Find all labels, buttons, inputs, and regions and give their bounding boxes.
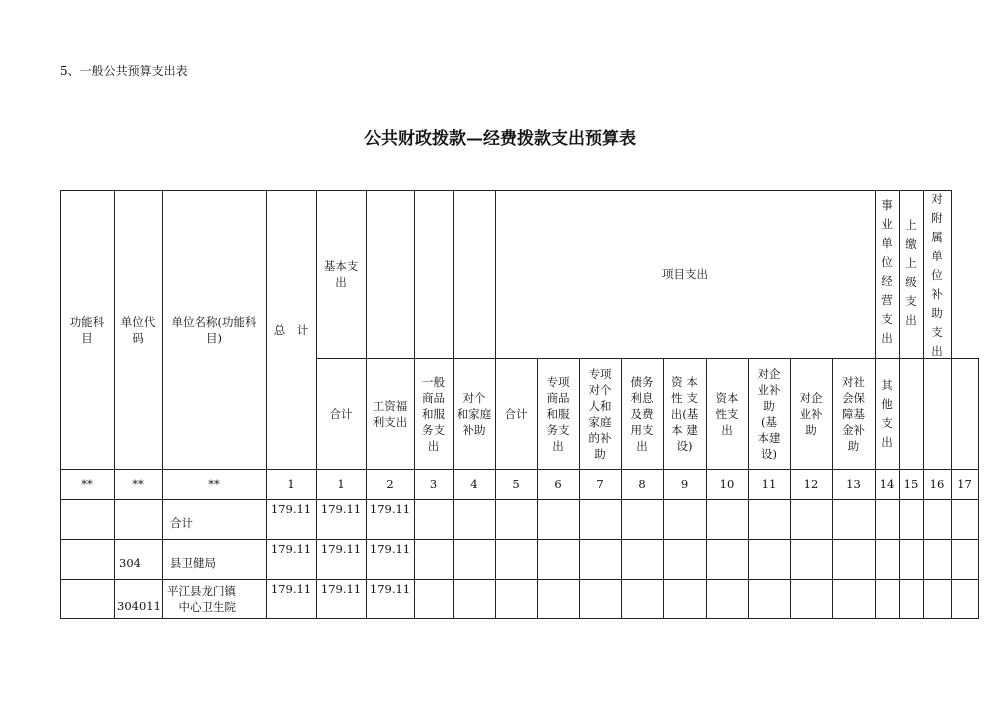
index-cell: 13: [846, 477, 861, 491]
header-unit-name: 单位名称(功能科 目): [171, 314, 257, 345]
header-enterprise-subsidy: 对企 业补 助: [799, 390, 823, 437]
table-border: [875, 190, 876, 619]
index-cell: 6: [554, 477, 562, 491]
header-social-security-subsidy: 对社 会保 障基 金补 助: [842, 374, 865, 453]
table-row-total: 179.11: [270, 542, 312, 556]
header-household-subsidy: 对个 和家庭 补助: [456, 390, 492, 437]
table-border: [60, 618, 978, 619]
table-border: [923, 190, 924, 619]
table-border: [495, 190, 496, 619]
table-row-name: 平江县龙门镇 中心卫生院: [167, 584, 236, 614]
table-row-wages: 179.11: [369, 582, 411, 596]
header-special-household: 专项 对个 人和 家庭 的补 助: [588, 366, 612, 461]
table-border: [748, 358, 749, 619]
header-institution-operation: 事 业 单 位 经 营 支 出: [881, 198, 893, 345]
table-border: [114, 190, 115, 619]
header-capital-basic-construction: 资 本 性 支 出(基 本 建 设): [670, 374, 699, 453]
header-unit-code: 单位代 码: [120, 314, 156, 345]
table-row-wages: 179.11: [369, 502, 411, 516]
index-cell: 15: [903, 477, 919, 491]
index-cell: 11: [761, 477, 777, 491]
index-cell: 10: [719, 477, 735, 491]
table-border: [951, 190, 952, 619]
header-project-expenditure: 项目支出: [662, 267, 708, 281]
table-row-basic-total: 179.11: [320, 582, 362, 596]
table-row-total: 179.11: [270, 502, 312, 516]
header-goods-services: 一般 商品 和服 务支 出: [422, 374, 445, 453]
index-cell: 9: [680, 477, 689, 491]
index-cell: **: [132, 477, 144, 491]
header-project-subtotal: 合计: [504, 406, 528, 421]
index-cell: 12: [803, 477, 819, 491]
table-border: [414, 190, 415, 619]
index-cell: 4: [470, 477, 478, 491]
table-row-name: 县卫健局: [170, 556, 216, 570]
index-cell: **: [208, 477, 220, 491]
table-border: [663, 358, 664, 619]
header-remit-superior: 上 缴 上 级 支 出: [905, 218, 917, 327]
table-border: [832, 358, 833, 619]
table-border: [266, 190, 267, 619]
table-row-basic-total: 179.11: [320, 542, 362, 556]
index-cell: 8: [638, 477, 646, 491]
table-border: [60, 499, 978, 500]
table-row-name: 合计: [170, 516, 193, 530]
header-basic-subtotal: 合计: [329, 406, 353, 421]
table-border: [978, 358, 979, 619]
table-border: [706, 358, 707, 619]
document-title: 公共财政拨款—经费拨款支出预算表: [364, 129, 636, 149]
table-border: [537, 358, 538, 619]
index-cell: 3: [429, 477, 438, 491]
header-special-goods-services: 专项 商品 和服 务支 出: [546, 374, 570, 453]
header-total: 总 计: [273, 322, 309, 337]
table-border: [453, 190, 454, 619]
header-debt-interest: 债务 利息 及费 用支 出: [630, 374, 654, 453]
header-capital-expenditure: 资本 性支 出: [715, 390, 739, 437]
table-border: [316, 358, 978, 359]
table-row-code: 304: [119, 556, 141, 570]
index-cell: 17: [957, 477, 972, 491]
table-border: [60, 190, 951, 191]
table-border: [621, 358, 622, 619]
table-row-basic-total: 179.11: [320, 502, 362, 516]
index-cell: 1: [337, 477, 345, 491]
table-border: [162, 190, 163, 619]
table-row-code: 304011: [117, 599, 161, 613]
section-label: 5、一般公共预算支出表: [60, 64, 188, 78]
header-subsidy-affiliated: 对 附 属 单 位 补 助 支 出: [931, 192, 943, 358]
table-border: [366, 190, 367, 619]
index-cell: 2: [386, 477, 394, 491]
header-wages-welfare: 工资福 利支出: [372, 398, 408, 429]
table-border: [60, 579, 978, 580]
table-border: [60, 469, 978, 470]
table-border: [579, 358, 580, 619]
table-border: [60, 539, 978, 540]
table-row-total: 179.11: [270, 582, 312, 596]
index-cell: 7: [596, 477, 604, 491]
index-cell: 5: [512, 477, 520, 491]
table-border: [790, 358, 791, 619]
header-other-expenditure: 其 他 支 出: [881, 377, 893, 449]
index-cell: **: [81, 477, 93, 491]
table-border: [316, 190, 317, 619]
index-cell: 16: [929, 477, 945, 491]
header-enterprise-subsidy-construction: 对企 业补 助 (基 本建 设): [757, 366, 781, 461]
index-cell: 1: [287, 477, 295, 491]
index-cell: 14: [879, 477, 895, 491]
table-border: [899, 190, 900, 619]
table-border: [60, 190, 61, 619]
table-row-wages: 179.11: [369, 542, 411, 556]
header-basic-expenditure: 基本支 出: [323, 259, 359, 289]
header-func-subject: 功能科 目: [69, 314, 105, 345]
